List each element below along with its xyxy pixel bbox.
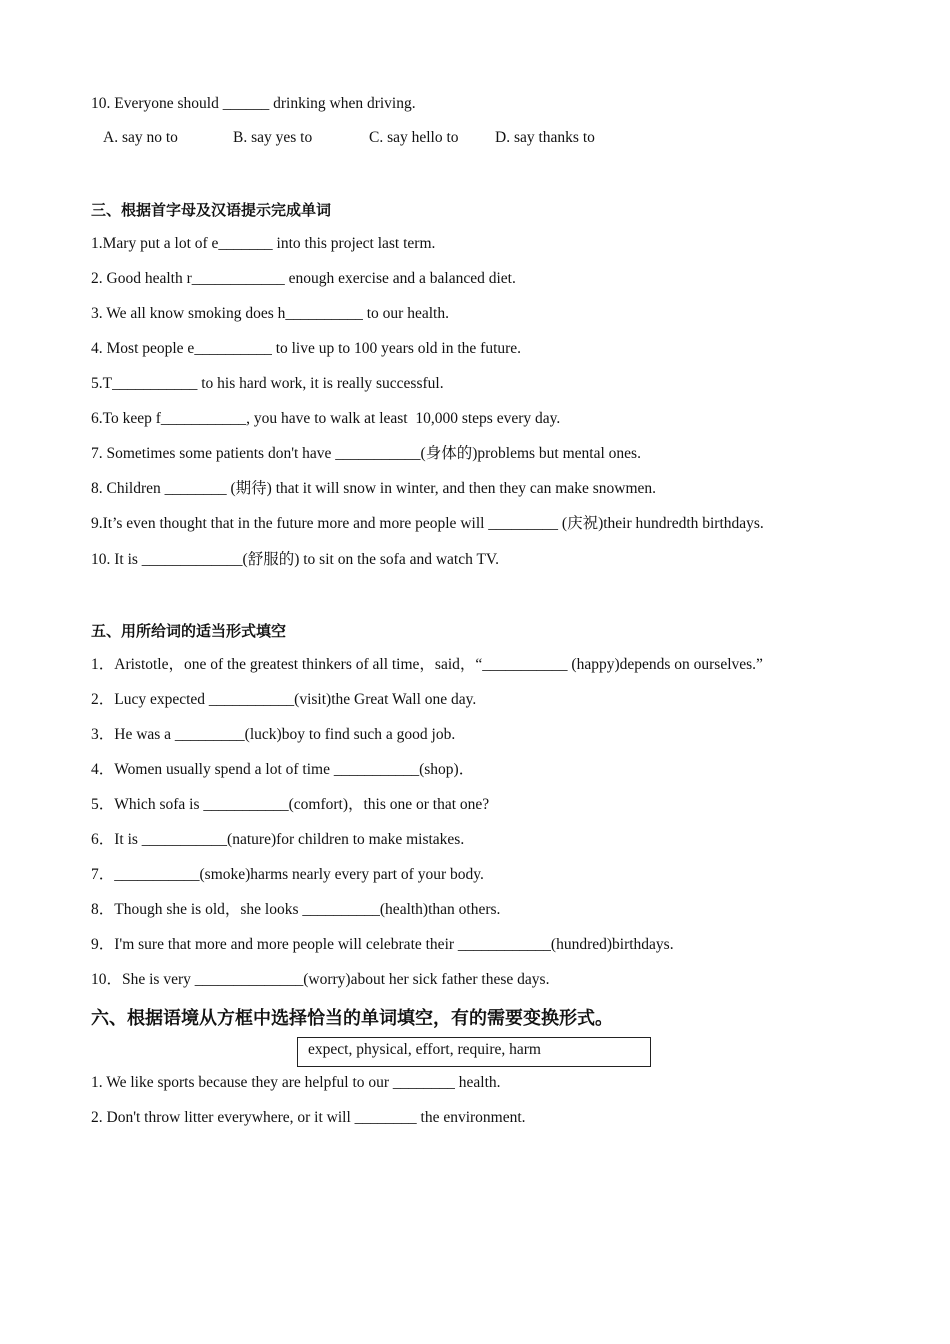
- section-3-item: 5.T___________ to his hard work, it is really successful.: [91, 375, 444, 392]
- word-box-text: expect, physical, effort, require, harm: [308, 1041, 541, 1058]
- section-3-item: 9.It’s even thought that in the future more and more people will _________ (庆祝)their hundredth birthdays.: [91, 515, 764, 532]
- option-d: D. say thanks to: [495, 129, 595, 146]
- option-b: B. say yes to: [233, 129, 313, 146]
- section-5-item: 3．He was a _________(luck)boy to find such a good job.: [91, 726, 456, 743]
- section-3-item: 10. It is _____________(舒服的) to sit on the sofa and watch TV.: [91, 551, 499, 568]
- section-3-item: 3. We all know smoking does h__________ to our health.: [91, 305, 449, 322]
- option-c: C. say hello to: [369, 129, 459, 146]
- word-box: [297, 1037, 651, 1067]
- section-6-heading: 六、根据语境从方框中选择恰当的单词填空，有的需要变换形式。: [91, 1008, 613, 1029]
- section-3-item: 2. Good health r____________ enough exercise and a balanced diet.: [91, 270, 516, 287]
- section-3-item: 1.Mary put a lot of e_______ into this project last term.: [91, 235, 436, 252]
- section-5-item: 10．She is very ______________(worry)about her sick father these days.: [91, 971, 550, 988]
- section-6-item: 1. We like sports because they are helpful to our ________ health.: [91, 1074, 501, 1091]
- section-3-item: 7. Sometimes some patients don't have ___________(身体的)problems but mental ones.: [91, 445, 641, 462]
- section-5-item: 7．___________(smoke)harms nearly every part of your body.: [91, 866, 484, 883]
- option-a: A. say no to: [103, 129, 178, 146]
- section-5-item: 8．Though she is old，she looks __________(health)than others.: [91, 901, 501, 918]
- section-5-item: 6．It is ___________(nature)for children to make mistakes.: [91, 831, 465, 848]
- section-5-item: 4．Women usually spend a lot of time ___________(shop)．: [91, 761, 475, 778]
- section-5-item: 2．Lucy expected ___________(visit)the Great Wall one day.: [91, 691, 477, 708]
- section-3-item: 6.To keep f___________, you have to walk at least 10,000 steps every day.: [91, 410, 561, 427]
- section-3-item: 4. Most people e__________ to live up to 100 years old in the future.: [91, 340, 522, 357]
- section-5-item: 1．Aristotle，one of the greatest thinkers of all time，said，“___________ (happy)depends on ourselves.”: [91, 656, 763, 673]
- section-5-heading: 五、用所给词的适当形式填空: [91, 622, 287, 640]
- section-5-item: 5．Which sofa is ___________(comfort)，this one or that one?: [91, 796, 490, 813]
- section-6-item: 2. Don't throw litter everywhere, or it will ________ the environment.: [91, 1109, 526, 1126]
- section-3-item: 8. Children ________ (期待) that it will snow in winter, and then they can make snowmen.: [91, 480, 657, 497]
- section-5-item: 9．I'm sure that more and more people will celebrate their ____________(hundred)birthdays.: [91, 936, 674, 953]
- section-3-heading: 三、根据首字母及汉语提示完成单词: [91, 201, 332, 219]
- question-10-stem: 10. Everyone should ______ drinking when driving.: [91, 95, 416, 112]
